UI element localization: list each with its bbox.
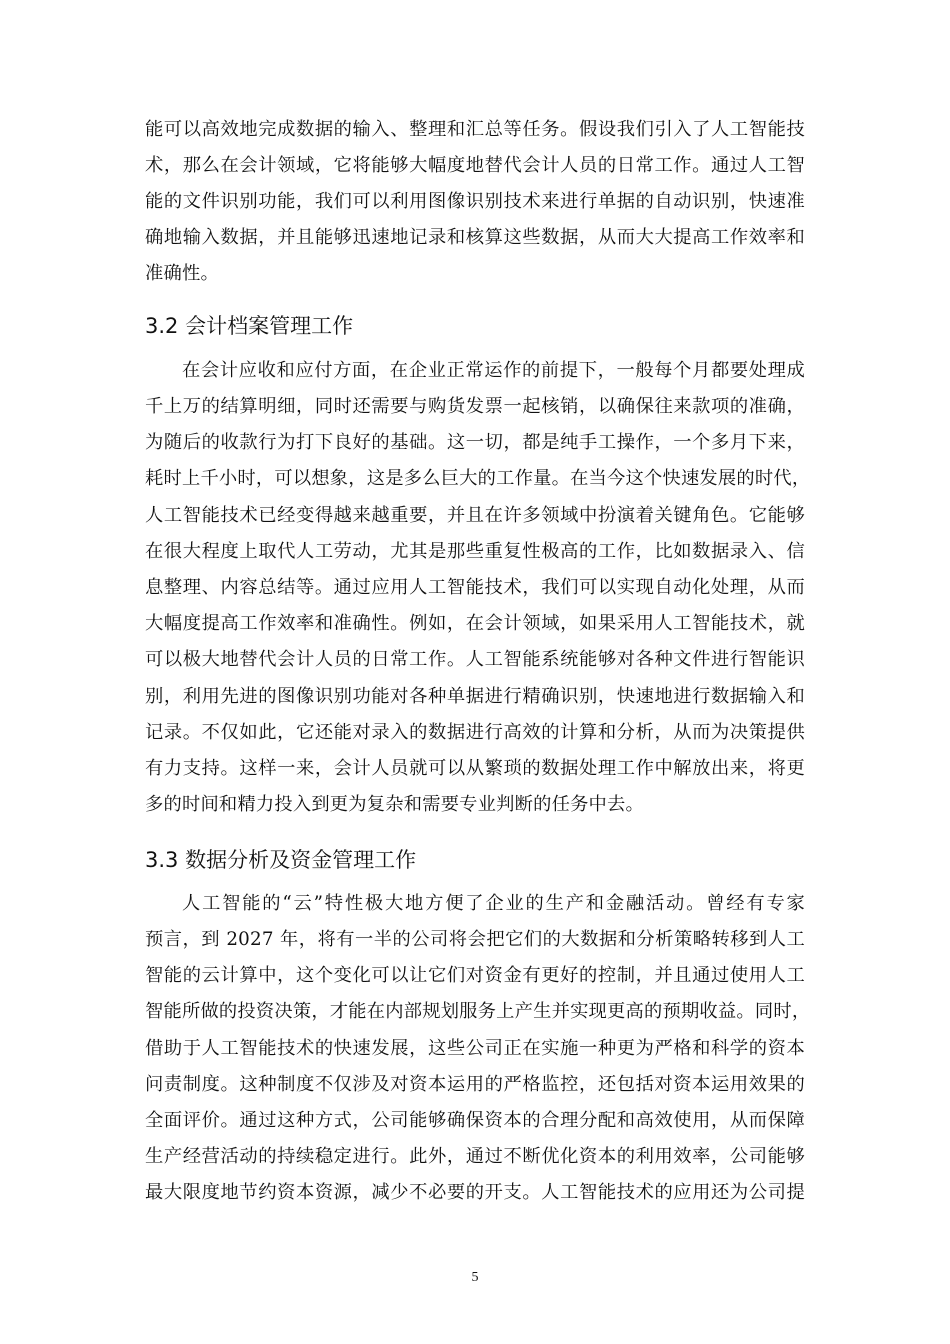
text-line: 千上万的结算明细，同时还需要与购货发票一起核销，以确保往来款项的准确，	[145, 396, 805, 417]
text-line: 耗时上千小时，可以想象，这是多么巨大的工作量。在当今这个快速发展的时代，	[145, 468, 811, 489]
section-heading-3-3: 3.3 数据分析及资金管理工作	[145, 848, 417, 872]
text-line: 术，那么在会计领域，它将能够大幅度地替代会计人员的日常工作。通过人工智	[145, 155, 805, 176]
text-line: 可以极大地替代会计人员的日常工作。人工智能系统能够对各种文件进行智能识	[145, 649, 805, 670]
text-line: 大幅度提高工作效率和准确性。例如，在会计领域，如果采用人工智能技术，就	[145, 613, 805, 634]
text-line: 有力支持。这样一来，会计人员就可以从繁琐的数据处理工作中解放出来，将更	[145, 758, 805, 779]
text-line: 能的文件识别功能，我们可以利用图像识别技术来进行单据的自动识别，快速准	[145, 191, 805, 212]
page-number: 5	[471, 1270, 479, 1285]
text-line: 确地输入数据，并且能够迅速地记录和核算这些数据，从而大大提高工作效率和	[145, 227, 805, 248]
text-line: 在很大程度上取代人工劳动，尤其是那些重复性极高的工作，比如数据录入、信	[145, 541, 805, 562]
text-line: 借助于人工智能技术的快速发展，这些公司正在实施一种更为严格和科学的资本	[145, 1038, 805, 1059]
text-line: 全面评价。通过这种方式，公司能够确保资本的合理分配和高效使用，从而保障	[145, 1110, 805, 1131]
text-line: 别，利用先进的图像识别功能对各种单据进行精确识别，快速地进行数据输入和	[145, 686, 805, 707]
text-line: 智能所做的投资决策，才能在内部规划服务上产生并实现更高的预期收益。同时，	[145, 1001, 811, 1022]
text-line: 智能的云计算中，这个变化可以让它们对资金有更好的控制，并且通过使用人工	[145, 965, 805, 986]
text-line: 人工智能技术已经变得越来越重要，并且在许多领域中扮演着关键角色。它能够	[145, 505, 805, 526]
text-line: 息整理、内容总结等。通过应用人工智能技术，我们可以实现自动化处理，从而	[145, 577, 805, 598]
text-line: 准确性。	[145, 263, 219, 284]
text-line: 能可以高效地完成数据的输入、整理和汇总等任务。假设我们引入了人工智能技	[145, 119, 805, 140]
text-line: 生产经营活动的持续稳定进行。此外，通过不断优化资本的利用效率，公司能够	[145, 1146, 805, 1167]
section-heading-3-2: 3.2 会计档案管理工作	[145, 314, 354, 338]
text-line: 最大限度地节约资本资源，减少不必要的开支。人工智能技术的应用还为公司提	[145, 1182, 805, 1203]
text-line: 为随后的收款行为打下良好的基础。这一切，都是纯手工操作，一个多月下来，	[145, 432, 805, 453]
text-line: 在会计应收和应付方面，在企业正常运作的前提下，一般每个月都要处理成	[182, 360, 805, 381]
text-line: 人工智能的“云”特性极大地方便了企业的生产和金融活动。曾经有专家	[182, 893, 805, 914]
text-line: 问责制度。这种制度不仅涉及对资本运用的严格监控，还包括对资本运用效果的	[145, 1074, 805, 1095]
text-line: 预言，到 2027 年，将有一半的公司将会把它们的大数据和分析策略转移到人工	[145, 929, 805, 950]
text-line: 记录。不仅如此，它还能对录入的数据进行高效的计算和分析，从而为决策提供	[145, 722, 805, 743]
text-line: 多的时间和精力投入到更为复杂和需要专业判断的任务中去。	[145, 794, 644, 815]
